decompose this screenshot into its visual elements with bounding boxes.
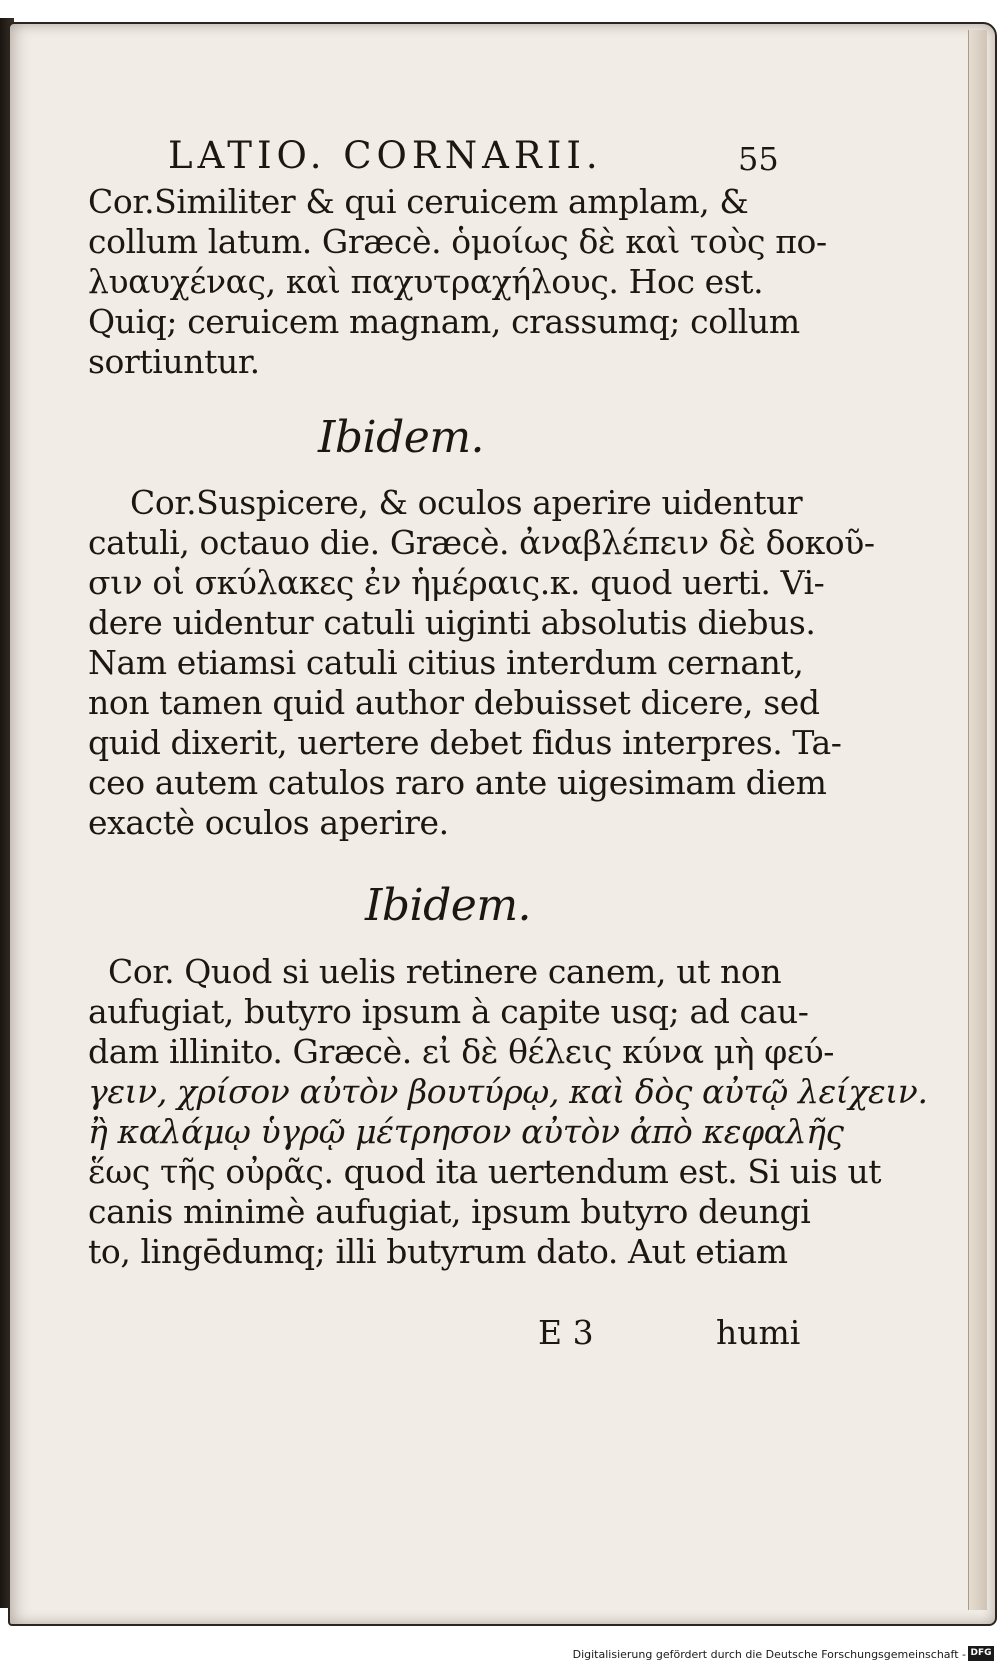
text-line: collum latum. Græcè. ὁμοίως δὲ καὶ τοὺς πο- xyxy=(88,222,827,261)
text-line: aufugiat, butyro ipsum à capite usq; ad cau- xyxy=(88,992,809,1031)
text-line: σιν οἱ σκύλακες ἐν ἡμέραις.κ. quod uerti. Vi- xyxy=(88,563,825,602)
text-line: canis minimè aufugiat, ipsum butyro deungi xyxy=(88,1192,811,1231)
text-line: Cor.Suspicere, & oculos aperire uidentur xyxy=(130,483,803,522)
text-line: Nam etiamsi catuli citius interdum cernant, xyxy=(88,643,804,682)
text-line: sortiuntur. xyxy=(88,342,260,381)
dfg-logo: DFG xyxy=(968,1646,994,1661)
running-title: LATIO. CORNARII. xyxy=(168,134,603,177)
page-number: 55 xyxy=(738,140,779,178)
text-line: non tamen quid author debuisset dicere, sed xyxy=(88,683,820,722)
text-line: quid dixerit, uertere debet fidus interpres. Ta- xyxy=(88,723,842,762)
catchword: humi xyxy=(716,1313,801,1352)
section-heading: Ibidem. xyxy=(318,412,485,463)
text-line: dam illinito. Græcè. εἰ δὲ θέλεις κύνα μὴ φεύ- xyxy=(88,1032,834,1071)
text-line: Cor. Quod si uelis retinere canem, ut non xyxy=(108,952,782,991)
text-line: dere uidentur catuli uiginti absolutis diebus. xyxy=(88,603,816,642)
text-line: Cor.Similiter & qui ceruicem amplam, & xyxy=(88,182,749,221)
section-heading: Ibidem. xyxy=(365,880,532,931)
scan-credit-text: Digitalisierung gefördert durch die Deutsche Forschungsgemeinschaft - xyxy=(572,1648,966,1661)
text-line: γειν, χρίσον αὐτὸν βουτύρῳ, καὶ δὸς αὐτῷ λείχειν. xyxy=(88,1072,928,1111)
text-line: λυαυχένας, καὶ παχυτραχήλους. Hoc est. xyxy=(88,262,764,301)
text-line: to, lingēdumq; illi butyrum dato. Aut etiam xyxy=(88,1232,788,1271)
text-line: catuli, octauo die. Græcè. ἀναβλέπειν δὲ δοκοῦ- xyxy=(88,523,875,562)
text-line: ἢ καλάμῳ ὑγρῷ μέτρησον αὐτὸν ἀπὸ κεφαλῆς xyxy=(88,1112,844,1151)
page-edge xyxy=(968,30,987,1610)
text-line: ceo autem catulos raro ante uigesimam diem xyxy=(88,763,827,802)
text-line: exactè oculos aperire. xyxy=(88,803,449,842)
text-line: ἕως τῆς οὐρᾶς. quod ita uertendum est. Si uis ut xyxy=(88,1152,882,1191)
text-line: Quiq; ceruicem magnam, crassumq; collum xyxy=(88,302,800,341)
signature-mark: E 3 xyxy=(538,1313,594,1352)
